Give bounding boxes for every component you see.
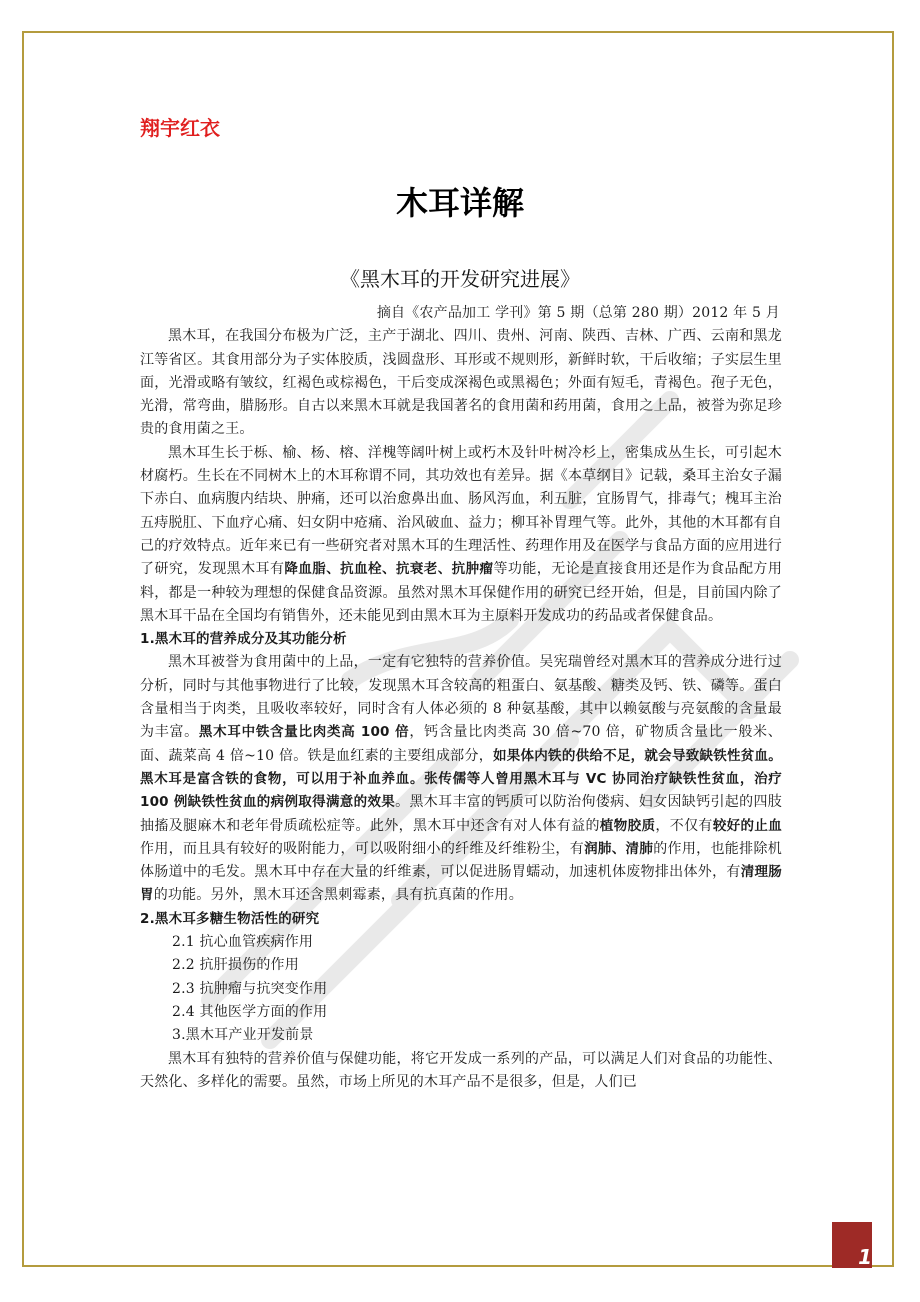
subsection-item: 3.黑木耳产业开发前景	[172, 1027, 314, 1044]
paragraph-growth-text: 黑木耳生长于栎、榆、杨、榕、洋槐等阔叶树上或朽木及针叶树冷杉上，密集成丛生长，可引起木材腐朽。生长在不同树木上的木耳称谓不同，其功效也有差异。据《本草纲目》记载，桑耳主治女子漏下赤白、血病腹内结块、肿痛，还可以治愈鼻出血、肠风泻血，利五脏，宜肠胃气，排毒气；槐耳主治五痔脱肛、下血疗心痛、妇女阴中疮痛、治风破血、益力；柳耳补胃理气等。此外，其他的木耳都有自己的疗效特点。近年来已有一些研究者对黑木耳的生理活性、药理作用及在医学与食品方面的应用进行了研究，发现黑木耳有	[140, 444, 782, 578]
article-body	[140, 302, 782, 1094]
page-number: 1	[858, 1245, 872, 1269]
section-heading-2: 2.黑木耳多糖生物活性的研究	[140, 910, 320, 927]
subsection-item: 2.2 抗肝损伤的作用	[172, 957, 299, 974]
highlight-functions: 降血脂、抗血栓、抗衰老、抗肿瘤	[284, 561, 494, 578]
paragraph-growth-tail: 等功能，无论是直接食用还是作为食品配方用料，都是一种较为理想的保健食品资源。虽然对黑木耳保健作用的研究已经开始，但是，目前国内除了黑木耳干品在全国均有销售外，还未能见到由黑木耳为主原料开发成功的药品或者保健食品。	[140, 561, 783, 624]
subsection-item: 2.4 其他医学方面的作用	[172, 1003, 328, 1020]
nutrition-text-i: 作用，而且具有较好的吸附能力，可以吸附细小的纤维及纤维粉尘，有	[140, 840, 585, 857]
paragraph-nutrition	[140, 651, 782, 907]
nutrition-text-m: 的功能。另外，黑木耳还含黑刺霉素，具有抗真菌的作用。	[153, 887, 523, 904]
paragraph-growth	[140, 442, 782, 628]
nutrition-text-g: ，不仅有	[655, 817, 713, 834]
nutrition-text-e: 。黑木耳丰富的钙质可以防治佝偻病、妇女因缺钙引起的四肢抽搐及腿麻木和老年骨质疏松症等。此外，黑木耳中还含有对人体有益的	[140, 794, 782, 834]
paragraph-intro: 黑木耳，在我国分布极为广泛，主产于湖北、四川、贵州、河南、陕西、吉林、广西、云南和黑龙江等省区。其食用部分为子实体胶质，浅圆盘形、耳形或不规则形，新鲜时软，干后收缩；子实层生里面，光滑或略有皱纹，红褐色或棕褐色，干后变成深褐色或黑褐色；外面有短毛，青褐色。孢子无色，光滑，常弯曲，腊肠形。自古以来黑木耳就是我国著名的食用菌和药用菌，食用之上品，被誉为弥足珍贵的食用菌之王。	[140, 328, 782, 438]
source-citation: 摘自《农产品加工 学刊》第 5 期（总第 280 期）2012 年 5 月	[376, 305, 780, 321]
paragraph-prospects: 黑木耳有独特的营养价值与保健功能，将它开发成一系列的产品，可以满足人们对食品的功能性、天然化、多样化的需要。虽然，市场上所见的木耳产品不是很多，但是，人们已	[140, 1050, 782, 1090]
document-subtitle: 《黑木耳的开发研究进展》	[340, 267, 580, 291]
brand-label: 翔宇红衣	[140, 116, 220, 140]
subsection-item: 2.1 抗心血管疾病作用	[172, 934, 314, 951]
nutrition-text-k: 的作用，也能排除机体肠道中的毛发。黑木耳中存在大量的纤维素，可以促进肠胃蠕动，加速机体废物排出体外，有	[140, 840, 782, 881]
nutrition-text-a: 黑木耳被誉为食用菌中的上品，一定有它独特的营养价值。吴宪瑞曾经对黑木耳的营养成分进行过分析，同时与其他事物进行了比较，发现黑木耳含较高的粗蛋白、氨基酸、糖类及钙、铁、磷等。蛋白含量相当于肉类，且吸收率较好，同时含有人体必须的 8 种氨基酸，其中以赖氨酸与亮氨酸的含量最为丰富。	[140, 654, 782, 741]
highlight-stomach: 清理肠胃	[140, 864, 782, 904]
highlight-hemostasis: 较好的止血	[712, 817, 782, 834]
page-number-box	[832, 1222, 872, 1268]
highlight-lung: 润肺、清肺	[584, 840, 654, 857]
highlight-gum: 植物胶质	[599, 817, 656, 834]
highlight-anemia: 如果体内铁的供给不足，就会导致缺铁性贫血。黑木耳是富含铁的食物，可以用于补血养血。张传儒等人曾用黑木耳与 VC 协同治疗缺铁性贫血，治疗 100 例缺铁性贫血的病例取得满意的效果	[140, 747, 782, 811]
nutrition-text-c: ，钙含量比肉类高 30 倍~70 倍，矿物质含量比一般米、面、蔬菜高 4 倍~10 倍。铁是血红素的主要组成部分，	[140, 724, 782, 764]
section-heading-1: 1.黑木耳的营养成分及其功能分析	[140, 631, 347, 648]
highlight-iron: 黑木耳中铁含量比肉类高 100 倍	[198, 724, 410, 741]
document-title: 木耳详解	[395, 184, 524, 222]
subsection-item: 2.3 抗肿瘤与抗突变作用	[172, 980, 328, 997]
